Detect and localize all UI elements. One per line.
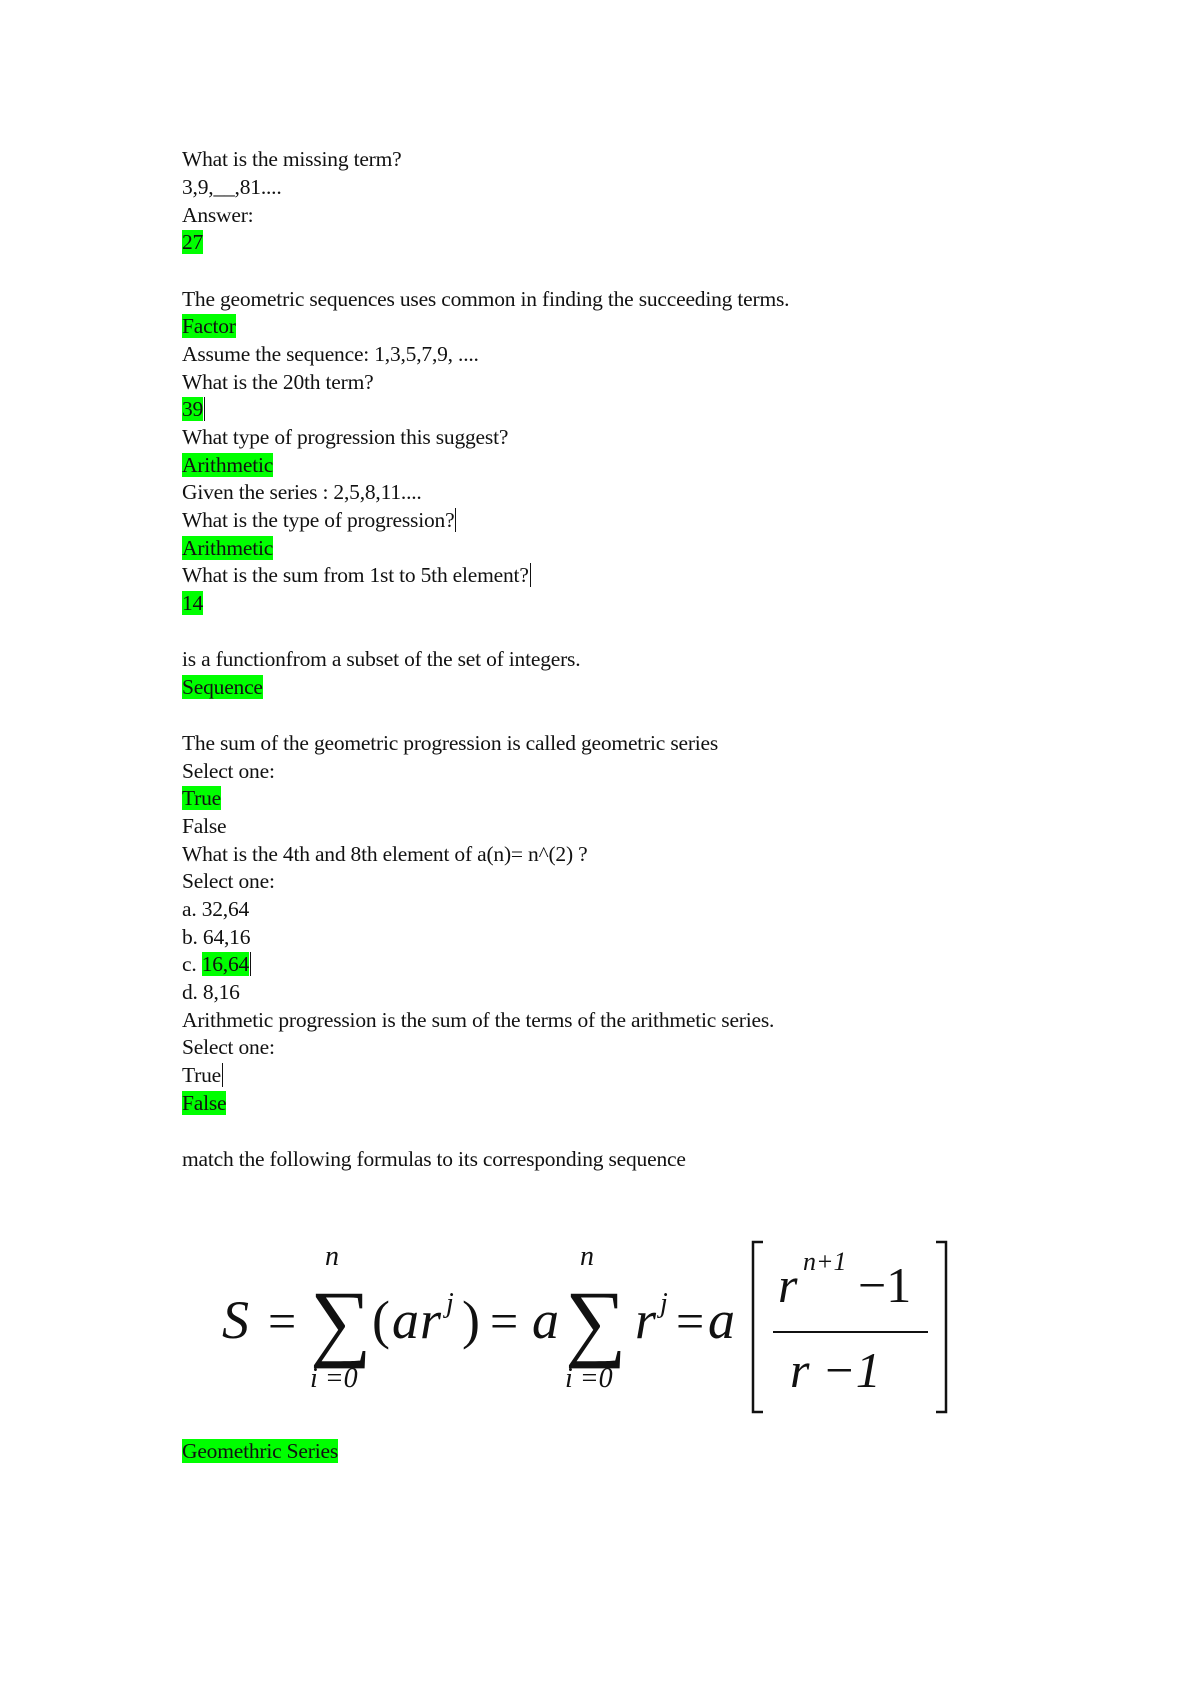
q6-prompt: The sum of the geometric progression is called geometric series bbox=[182, 731, 719, 755]
q1-prompt: What is the missing term? bbox=[182, 147, 402, 171]
formula-rparen: ) bbox=[462, 1290, 480, 1350]
formula-exp-j-2: j bbox=[660, 1288, 668, 1319]
formula-a-2: a bbox=[532, 1290, 559, 1350]
q6-select: Select one: bbox=[182, 759, 275, 783]
formula-equals-1: = bbox=[268, 1293, 297, 1349]
right-bracket-icon bbox=[936, 1242, 946, 1412]
q8-option-true[interactable]: True bbox=[182, 1063, 222, 1087]
q8-option-false[interactable]: False bbox=[182, 1091, 227, 1115]
text-caret bbox=[222, 1063, 223, 1087]
text-caret bbox=[250, 952, 251, 976]
formula-r-2: r bbox=[635, 1290, 657, 1350]
text-caret bbox=[530, 563, 531, 587]
formula-numerator-exp: n+1 bbox=[803, 1247, 847, 1276]
text-caret bbox=[204, 397, 205, 421]
formula-exp-j-1: j bbox=[446, 1288, 454, 1319]
sigma-icon-1: ∑ bbox=[310, 1273, 372, 1369]
q7-option-c[interactable] bbox=[182, 951, 251, 978]
formula-numerator-minus1: −1 bbox=[858, 1257, 912, 1313]
formula-s: S bbox=[222, 1290, 249, 1350]
q9-prompt: match the following formulas to its corresponding sequence bbox=[182, 1147, 686, 1171]
q2-prompt: The geometric sequences uses common in finding the succeeding terms. bbox=[182, 287, 790, 311]
q4-sub1: What is the type of progression? bbox=[182, 508, 455, 532]
q7-option-d[interactable]: d. 8,16 bbox=[182, 980, 240, 1004]
formula-numerator-r: r bbox=[778, 1257, 798, 1313]
q2-answer: Factor bbox=[182, 314, 236, 338]
q1-sequence: 3,9,__,81.... bbox=[182, 175, 282, 199]
q7-option-c-value: 16,64 bbox=[201, 952, 250, 976]
q7-select: Select one: bbox=[182, 869, 275, 893]
formula-upper-limit-2: n bbox=[580, 1241, 594, 1272]
q3-sub1: What is the 20th term? bbox=[182, 370, 374, 394]
q5-prompt: is a functionfrom a subset of the set of integers. bbox=[182, 647, 581, 671]
formula-a-1: a bbox=[392, 1290, 419, 1350]
formula-denominator: r −1 bbox=[790, 1342, 881, 1398]
q7-option-b[interactable]: b. 64,16 bbox=[182, 925, 251, 949]
q8-select: Select one: bbox=[182, 1035, 275, 1059]
formula-equals-3: = bbox=[676, 1293, 705, 1349]
q6-option-true[interactable]: True bbox=[182, 786, 222, 810]
q4-prompt: Given the series : 2,5,8,11.... bbox=[182, 480, 422, 504]
q4-sub2: What is the sum from 1st to 5th element? bbox=[182, 563, 529, 587]
q7-option-c-prefix: c. bbox=[182, 952, 202, 976]
q4-ans2: 14 bbox=[182, 591, 204, 615]
q3-ans2: Arithmetic bbox=[182, 453, 274, 477]
formula-equals-2: = bbox=[490, 1293, 519, 1349]
q3-ans1: 39 bbox=[182, 397, 204, 421]
left-bracket-icon bbox=[753, 1242, 763, 1412]
q7-prompt: What is the 4th and 8th element of a(n)= n^(2) ? bbox=[182, 842, 588, 866]
q1-answer: 27 bbox=[182, 230, 204, 254]
q3-sub2: What type of progression this suggest? bbox=[182, 425, 509, 449]
formula-upper-limit-1: n bbox=[325, 1241, 339, 1272]
text-caret bbox=[455, 508, 456, 532]
q6-option-false[interactable]: False bbox=[182, 814, 227, 838]
q8-prompt: Arithmetic progression is the sum of the terms of the arithmetic series. bbox=[182, 1008, 775, 1032]
q1-answer-label: Answer: bbox=[182, 203, 254, 227]
formula-r-1: r bbox=[420, 1290, 442, 1350]
formula-graphic bbox=[210, 1230, 1000, 1420]
q7-option-a[interactable]: a. 32,64 bbox=[182, 897, 250, 921]
formula-lower-limit-1: i =0 bbox=[310, 1363, 358, 1394]
sigma-icon-2: ∑ bbox=[565, 1273, 627, 1369]
q3-prompt: Assume the sequence: 1,3,5,7,9, .... bbox=[182, 342, 479, 366]
geometric-series-formula bbox=[210, 1230, 1000, 1420]
formula-lower-limit-2: i =0 bbox=[565, 1363, 613, 1394]
formula-lparen: ( bbox=[372, 1290, 390, 1350]
q5-answer: Sequence bbox=[182, 675, 263, 699]
q4-ans1: Arithmetic bbox=[182, 536, 274, 560]
q9-answer: Geomethric Series bbox=[182, 1439, 339, 1463]
formula-a-3: a bbox=[708, 1290, 735, 1350]
